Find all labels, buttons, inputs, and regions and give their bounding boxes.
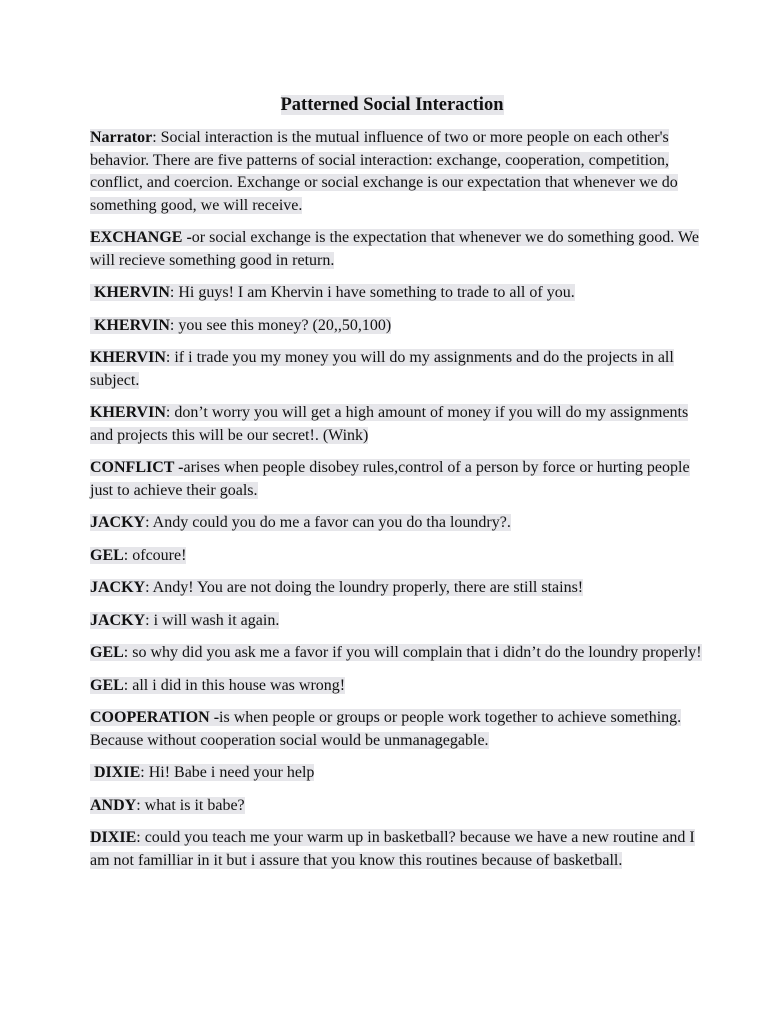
speaker-separator: : xyxy=(145,514,150,531)
paragraph-text: i will wash it again. xyxy=(149,611,280,629)
paragraph-text: Hi! Babe i need your help xyxy=(144,764,315,781)
speaker-label: ANDY xyxy=(90,796,137,814)
speaker-label: GEL xyxy=(90,676,124,694)
speaker-separator: : xyxy=(136,796,141,814)
paragraph-text: Social interaction is the mutual influence of two or more people on each other's behavior. There are five patterns of social interaction: exchange, cooperation, competition, conflict, and coercion. Exchange or social exchange is our expectation that whenever we do something good, we will receive. xyxy=(90,129,678,214)
speaker-label: CONFLICT - xyxy=(90,459,184,476)
paragraph-text: ofcoure! xyxy=(128,546,187,564)
speaker-separator: : xyxy=(169,316,175,334)
speaker-separator: : xyxy=(152,129,157,146)
dialogue-line xyxy=(90,545,708,568)
dialogue-line xyxy=(90,762,708,785)
paragraph-cooperation-definition xyxy=(90,707,708,752)
paragraph-text: what is it babe? xyxy=(140,796,245,814)
speaker-label: KHERVIN xyxy=(90,316,170,334)
speaker-separator: : xyxy=(169,284,175,301)
speaker-separator: : xyxy=(136,829,141,846)
speaker-separator: : xyxy=(140,764,145,781)
speaker-label: COOPERATION - xyxy=(90,709,220,726)
dialogue-line xyxy=(90,795,708,818)
dialogue-line xyxy=(90,610,708,633)
speaker-separator: : xyxy=(145,611,150,629)
dialogue-line xyxy=(90,315,708,338)
speaker-label: JACKY xyxy=(90,579,146,596)
dialogue-line xyxy=(90,282,708,305)
speaker-label: DIXIE xyxy=(90,764,141,781)
document-title-block xyxy=(90,93,708,117)
paragraph-conflict-definition xyxy=(90,457,708,502)
dialogue-line xyxy=(90,347,708,392)
paragraph-text: if i trade you my money you will do my assignments and do the projects in all subject. xyxy=(90,349,674,389)
paragraph-text: so why did you ask me a favor if you will complain that i didn’t do the loundry properly! xyxy=(128,644,702,661)
speaker-label: KHERVIN xyxy=(90,349,166,366)
paragraph-narrator xyxy=(90,127,708,217)
speaker-label: JACKY xyxy=(90,514,146,531)
dialogue-line xyxy=(90,675,708,698)
speaker-label: JACKY xyxy=(90,611,146,629)
paragraph-text: don’t worry you will get a high amount of money if you will do my assignments and projects this will be our secret!. (Wink) xyxy=(90,404,689,444)
dialogue-line xyxy=(90,642,708,665)
speaker-separator: : xyxy=(123,546,129,564)
speaker-separator: : xyxy=(123,644,129,661)
paragraph-text: is when people or groups or people work together to achieve something. Because without cooperation social would be unmanagegable. xyxy=(90,709,682,749)
paragraph-text: all i did in this house was wrong! xyxy=(128,676,346,694)
dialogue-body xyxy=(90,127,708,872)
paragraph-text: or social exchange is the expectation that whenever we do something good. We will recieve something good in return. xyxy=(90,229,699,269)
paragraph-text: could you teach me your warm up in basketball? because we have a new routine and I am not familliar in it but i assure that you know this routines because of basketball. xyxy=(90,829,695,869)
speaker-label: GEL xyxy=(90,546,124,564)
speaker-separator: : xyxy=(165,404,171,421)
dialogue-line xyxy=(90,512,708,535)
speaker-label: KHERVIN xyxy=(90,404,166,421)
speaker-separator: : xyxy=(123,676,129,694)
document-title: Patterned Social Interaction xyxy=(280,95,504,115)
speaker-label: KHERVIN xyxy=(90,284,170,301)
dialogue-line xyxy=(90,402,708,447)
speaker-label: Narrator xyxy=(90,129,153,146)
paragraph-text: Andy could you do me a favor can you do tha loundry?. xyxy=(149,514,511,531)
paragraph-text: Hi guys! I am Khervin i have something to trade to all of you. xyxy=(174,284,575,301)
speaker-label: EXCHANGE - xyxy=(90,229,192,246)
paragraph-text: you see this money? (20,,50,100) xyxy=(174,316,392,334)
speaker-separator: : xyxy=(165,349,171,366)
speaker-separator: : xyxy=(145,579,150,596)
paragraph-text: arises when people disobey rules,control of a person by force or hurting people just to achieve their goals. xyxy=(90,459,690,499)
paragraph-text: Andy! You are not doing the loundry properly, there are still stains! xyxy=(149,579,584,596)
speaker-label: GEL xyxy=(90,644,124,661)
speaker-label: DIXIE xyxy=(90,829,137,846)
dialogue-line xyxy=(90,827,708,872)
dialogue-line xyxy=(90,577,708,600)
paragraph-exchange-definition xyxy=(90,227,708,272)
